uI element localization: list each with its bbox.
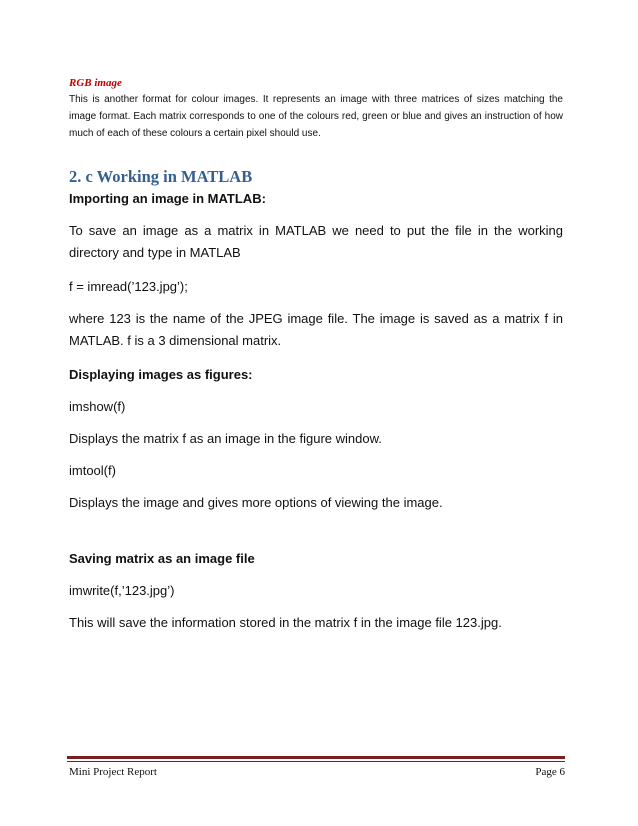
imwrite-command: imwrite(f,’123.jpg’) bbox=[69, 583, 175, 598]
imread-description: where 123 is the name of the JPEG image file. The image is saved as a matrix f in MATLAB. f is a 3 dimensional matrix. bbox=[69, 311, 563, 348]
imtool-description: Displays the image and gives more options of viewing the image. bbox=[69, 495, 443, 510]
display-heading: Displaying images as figures: bbox=[69, 367, 253, 382]
rgb-image-heading: RGB image bbox=[69, 77, 122, 89]
footer-rule-thick bbox=[67, 756, 565, 759]
rgb-image-description: This is another format for colour images. It represents an image with three matrices of sizes matching the image format. Each matrix corresponds to one of the colours red, green or blue and gives an instruction of how much of each of these colours a certain pixel should use. bbox=[69, 94, 563, 139]
section-heading: 2. c Working in MATLAB bbox=[69, 167, 253, 186]
import-description: To save an image as a matrix in MATLAB we need to put the file in the working directory and type in MATLAB bbox=[69, 223, 563, 260]
page-number: Page 6 bbox=[535, 766, 565, 778]
footer-rule-thin bbox=[67, 761, 565, 762]
imshow-description: Displays the matrix f as an image in the figure window. bbox=[69, 431, 382, 446]
imshow-command: imshow(f) bbox=[69, 399, 126, 414]
footer-title: Mini Project Report bbox=[69, 766, 157, 778]
page-body bbox=[69, 76, 563, 632]
import-heading: Importing an image in MATLAB: bbox=[69, 191, 266, 206]
imtool-command: imtool(f) bbox=[69, 463, 116, 478]
save-heading: Saving matrix as an image file bbox=[69, 551, 255, 566]
imwrite-description: This will save the information stored in the matrix f in the image file 123.jpg. bbox=[69, 615, 502, 630]
imread-command: f = imread(’123.jpg’); bbox=[69, 279, 188, 294]
